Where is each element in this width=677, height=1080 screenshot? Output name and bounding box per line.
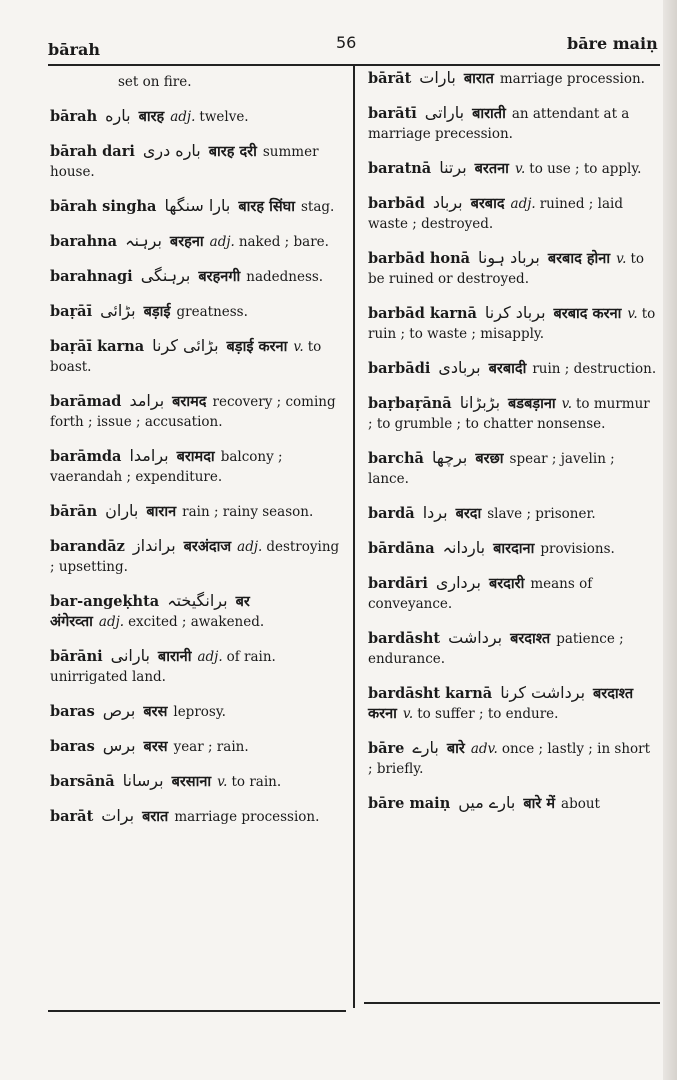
definition: to suffer ; to endure. <box>417 706 559 722</box>
continued-text: set on fire. <box>118 74 192 90</box>
hindi-spelling: बरदा <box>455 506 482 522</box>
hindi-spelling: बरदारी <box>488 576 525 592</box>
urdu-spelling: بارا سنگھا <box>164 196 231 215</box>
definition: destroying ; upsetting. <box>50 539 340 575</box>
definition: nadedness. <box>246 269 324 285</box>
headword: bārān <box>50 503 98 520</box>
dictionary-entry <box>368 193 658 234</box>
dictionary-entry <box>50 336 340 377</box>
definition: naked ; bare. <box>238 234 329 250</box>
definition: year ; rain. <box>173 739 249 755</box>
urdu-spelling: بارات <box>419 68 456 87</box>
urdu-spelling: برہنگی <box>140 266 191 285</box>
urdu-spelling: برانداز <box>132 536 176 555</box>
definition: ruin ; destruction. <box>532 361 657 377</box>
headword: bāre maiṇ <box>368 795 451 812</box>
hindi-spelling: बरदाश्त <box>510 631 551 647</box>
definition: about <box>561 796 600 812</box>
headword: bardāsht <box>368 630 441 647</box>
urdu-spelling: برباد <box>432 193 463 212</box>
urdu-spelling: برداشت <box>448 628 503 647</box>
continued-entry <box>50 66 340 92</box>
urdu-spelling: بارانی <box>110 646 150 665</box>
part-of-speech: v. <box>293 339 304 355</box>
hindi-spelling: बरामदा <box>176 449 215 465</box>
dictionary-entry <box>368 793 658 814</box>
urdu-spelling: برامد <box>129 391 165 410</box>
hindi-spelling: बरबाद <box>470 196 505 212</box>
definition: rain ; rainy season. <box>182 504 314 520</box>
headword: barāt <box>50 808 94 825</box>
definition: patience ; endurance. <box>368 631 624 667</box>
dictionary-entry <box>50 196 340 217</box>
headword: bardā <box>368 505 415 522</box>
hindi-spelling: बड़ाई करना <box>226 339 288 355</box>
definition: to use ; to apply. <box>529 161 642 177</box>
hindi-spelling: बरात <box>142 809 169 825</box>
dictionary-entry <box>368 158 658 179</box>
definition: balcony ; vaerandah ; expenditure. <box>50 449 283 485</box>
hindi-spelling: बरबादी <box>488 361 527 377</box>
part-of-speech: v. <box>616 251 627 267</box>
urdu-spelling: بڑائی <box>100 301 136 320</box>
definition: spear ; javelin ; lance. <box>368 451 615 487</box>
dictionary-entry <box>50 106 340 127</box>
headword: barsānā <box>50 773 115 790</box>
headword: baras <box>50 703 95 720</box>
hindi-spelling: बारे <box>446 741 465 757</box>
dictionary-entry <box>50 701 340 722</box>
headword: bardāsht karnā <box>368 685 493 702</box>
dictionary-entry <box>368 68 658 89</box>
part-of-speech: v. <box>217 774 228 790</box>
page-number: 56 <box>336 33 357 52</box>
headword: barāmda <box>50 448 122 465</box>
definition: stag. <box>300 199 335 215</box>
definition: greatness. <box>176 304 248 320</box>
headword: bar-angeḳhta <box>50 593 160 610</box>
headword: barchā <box>368 450 424 467</box>
definition: of rain. unirrigated land. <box>50 649 276 685</box>
part-of-speech: adj. <box>98 614 125 630</box>
hindi-spelling: बाराती <box>472 106 506 122</box>
right-running-head: bāre maiṇ <box>567 34 658 53</box>
dictionary-entry <box>368 103 658 144</box>
part-of-speech: v. <box>402 706 414 722</box>
hindi-spelling: बरहना <box>169 234 204 250</box>
hindi-spelling: बारह <box>138 109 165 125</box>
hindi-spelling: बारानी <box>157 649 192 665</box>
urdu-spelling: برس <box>102 736 136 755</box>
dictionary-entry <box>368 503 658 524</box>
headword: bārah <box>50 108 98 125</box>
definition: excited ; awakened. <box>128 614 265 630</box>
part-of-speech: v. <box>561 396 572 412</box>
dictionary-entry <box>50 736 340 757</box>
dictionary-entry <box>50 141 340 182</box>
headword: bārāt <box>368 70 412 87</box>
part-of-speech: v. <box>514 161 526 177</box>
dictionary-entry <box>50 501 340 522</box>
page-edge-shadow <box>663 0 677 1080</box>
headword: bārah dari <box>50 143 135 160</box>
part-of-speech: adv. <box>470 741 498 757</box>
right-column <box>368 66 658 828</box>
urdu-spelling: برداشت کرنا <box>500 683 586 702</box>
urdu-spelling: برانگیختہ <box>167 591 228 610</box>
urdu-spelling: بارے <box>412 738 439 757</box>
urdu-spelling: باراتی <box>424 103 465 122</box>
part-of-speech: adj. <box>237 539 263 555</box>
headword: barbād karnā <box>368 305 477 322</box>
headword: barāmad <box>50 393 122 410</box>
dictionary-entry <box>368 303 658 344</box>
hindi-spelling: बड़ाई <box>143 304 171 320</box>
headword: barahnagi <box>50 268 133 285</box>
hindi-spelling: बारह दरी <box>208 144 257 160</box>
headword: bardāri <box>368 575 428 592</box>
headword: bāre <box>368 740 405 757</box>
hindi-spelling: बरसाना <box>171 774 212 790</box>
hindi-spelling: बरामद <box>172 394 207 410</box>
headword: baṛāī <box>50 303 93 320</box>
definition: ruined ; laid waste ; destroyed. <box>368 196 623 232</box>
dictionary-entry <box>368 248 658 289</box>
definition: leprosy. <box>173 704 226 720</box>
dictionary-entry <box>50 391 340 432</box>
headword: baratnā <box>368 160 432 177</box>
urdu-spelling: باردانہ <box>442 538 486 557</box>
definition: to be ruined or destroyed. <box>368 251 644 287</box>
urdu-spelling: برباد ہونا <box>478 248 540 267</box>
dictionary-entry <box>50 771 340 792</box>
hindi-spelling: बरअंदाज <box>183 539 232 555</box>
urdu-spelling: بردا <box>422 503 448 522</box>
definition: slave ; prisoner. <box>487 506 596 522</box>
urdu-spelling: برہنہ <box>125 231 162 250</box>
hindi-spelling: बडबड़ाना <box>508 396 556 412</box>
hindi-spelling: बारान <box>146 504 177 520</box>
dictionary-entry <box>50 591 340 632</box>
headword: bārah singha <box>50 198 157 215</box>
page-header <box>0 0 677 62</box>
hindi-spelling: बारदाना <box>493 541 535 557</box>
hindi-spelling: बरबाद करना <box>553 306 622 322</box>
left-running-head: bārah <box>48 40 100 59</box>
definition: recovery ; coming forth ; issue ; accusation. <box>50 394 336 430</box>
hindi-spelling: बरदाश्त करना <box>368 686 634 722</box>
urdu-spelling: برسانا <box>122 771 164 790</box>
urdu-spelling: باره دری <box>142 141 201 160</box>
headword: barātī <box>368 105 417 122</box>
hindi-spelling: बर अंगेरव्ता <box>50 594 250 630</box>
urdu-spelling: برامدا <box>129 446 169 465</box>
definition: means of conveyance. <box>368 576 593 612</box>
headword: barbādi <box>368 360 431 377</box>
headword: barbād <box>368 195 425 212</box>
urdu-spelling: برص <box>102 701 136 720</box>
dictionary-entry <box>50 231 340 252</box>
headword: bārāni <box>50 648 103 665</box>
right-entry-list <box>368 66 658 814</box>
urdu-spelling: بڑائی کرنا <box>152 336 219 355</box>
urdu-spelling: برداری <box>435 573 481 592</box>
dictionary-entry <box>368 393 658 434</box>
headword: barbād honā <box>368 250 471 267</box>
definition: to murmur ; to grumble ; to chatter nonsense. <box>368 396 650 432</box>
dictionary-entry <box>368 628 658 669</box>
headword: barandāz <box>50 538 125 555</box>
definition: to boast. <box>50 339 322 375</box>
definition: marriage procession. <box>499 71 645 87</box>
dictionary-entry <box>50 646 340 687</box>
urdu-spelling: باران <box>105 501 139 520</box>
definition: to ruin ; to waste ; misapply. <box>368 306 656 342</box>
column-divider <box>353 64 355 1008</box>
urdu-spelling: بارے میں <box>458 793 516 812</box>
definition: twelve. <box>199 109 249 125</box>
definition: summer house. <box>50 144 319 180</box>
definition: provisions. <box>540 541 615 557</box>
dictionary-entry <box>368 573 658 614</box>
hindi-spelling: बरबाद होना <box>547 251 611 267</box>
hindi-spelling: बरतना <box>474 161 509 177</box>
part-of-speech: adj. <box>170 109 196 125</box>
definition: an attendant at a marriage precession. <box>368 106 630 142</box>
headword: baṛāī karna <box>50 338 145 355</box>
left-entry-list <box>50 106 340 827</box>
hindi-spelling: बारे में <box>523 796 556 812</box>
dictionary-entry <box>368 738 658 779</box>
urdu-spelling: بڑبڑانا <box>459 393 501 412</box>
dictionary-entry <box>50 806 340 827</box>
urdu-spelling: باره <box>105 106 131 125</box>
part-of-speech: adj. <box>197 649 223 665</box>
dictionary-entry <box>50 536 340 577</box>
part-of-speech: adj. <box>209 234 235 250</box>
dictionary-entry <box>368 683 658 724</box>
part-of-speech: v. <box>627 306 638 322</box>
urdu-spelling: برچھا <box>431 448 468 467</box>
headword: baras <box>50 738 95 755</box>
dictionary-entry <box>50 266 340 287</box>
hindi-spelling: बारात <box>463 71 494 87</box>
hindi-spelling: बरहनगी <box>198 269 241 285</box>
headword: baṛbaṛānā <box>368 395 452 412</box>
hindi-spelling: बरछा <box>475 451 504 467</box>
urdu-spelling: برباد کرنا <box>484 303 546 322</box>
headword: bārdāna <box>368 540 435 557</box>
urdu-spelling: بربادی <box>438 358 481 377</box>
headword: barahna <box>50 233 118 250</box>
definition: to rain. <box>231 774 282 790</box>
dictionary-entry <box>50 446 340 487</box>
definition: marriage procession. <box>174 809 320 825</box>
footer-rule-left <box>48 1010 346 1012</box>
dictionary-entry <box>368 358 658 379</box>
part-of-speech: adj. <box>510 196 536 212</box>
dictionary-entry <box>368 448 658 489</box>
footer-rule-right <box>364 1002 660 1004</box>
left-column <box>50 66 340 841</box>
hindi-spelling: बरस <box>143 739 168 755</box>
hindi-spelling: बारह सिंघा <box>238 199 295 215</box>
dictionary-entry <box>368 538 658 559</box>
hindi-spelling: बरस <box>143 704 168 720</box>
definition: once ; lastly ; in short ; briefly. <box>368 741 651 777</box>
urdu-spelling: برات <box>101 806 135 825</box>
urdu-spelling: برتنا <box>439 158 467 177</box>
dictionary-entry <box>50 301 340 322</box>
